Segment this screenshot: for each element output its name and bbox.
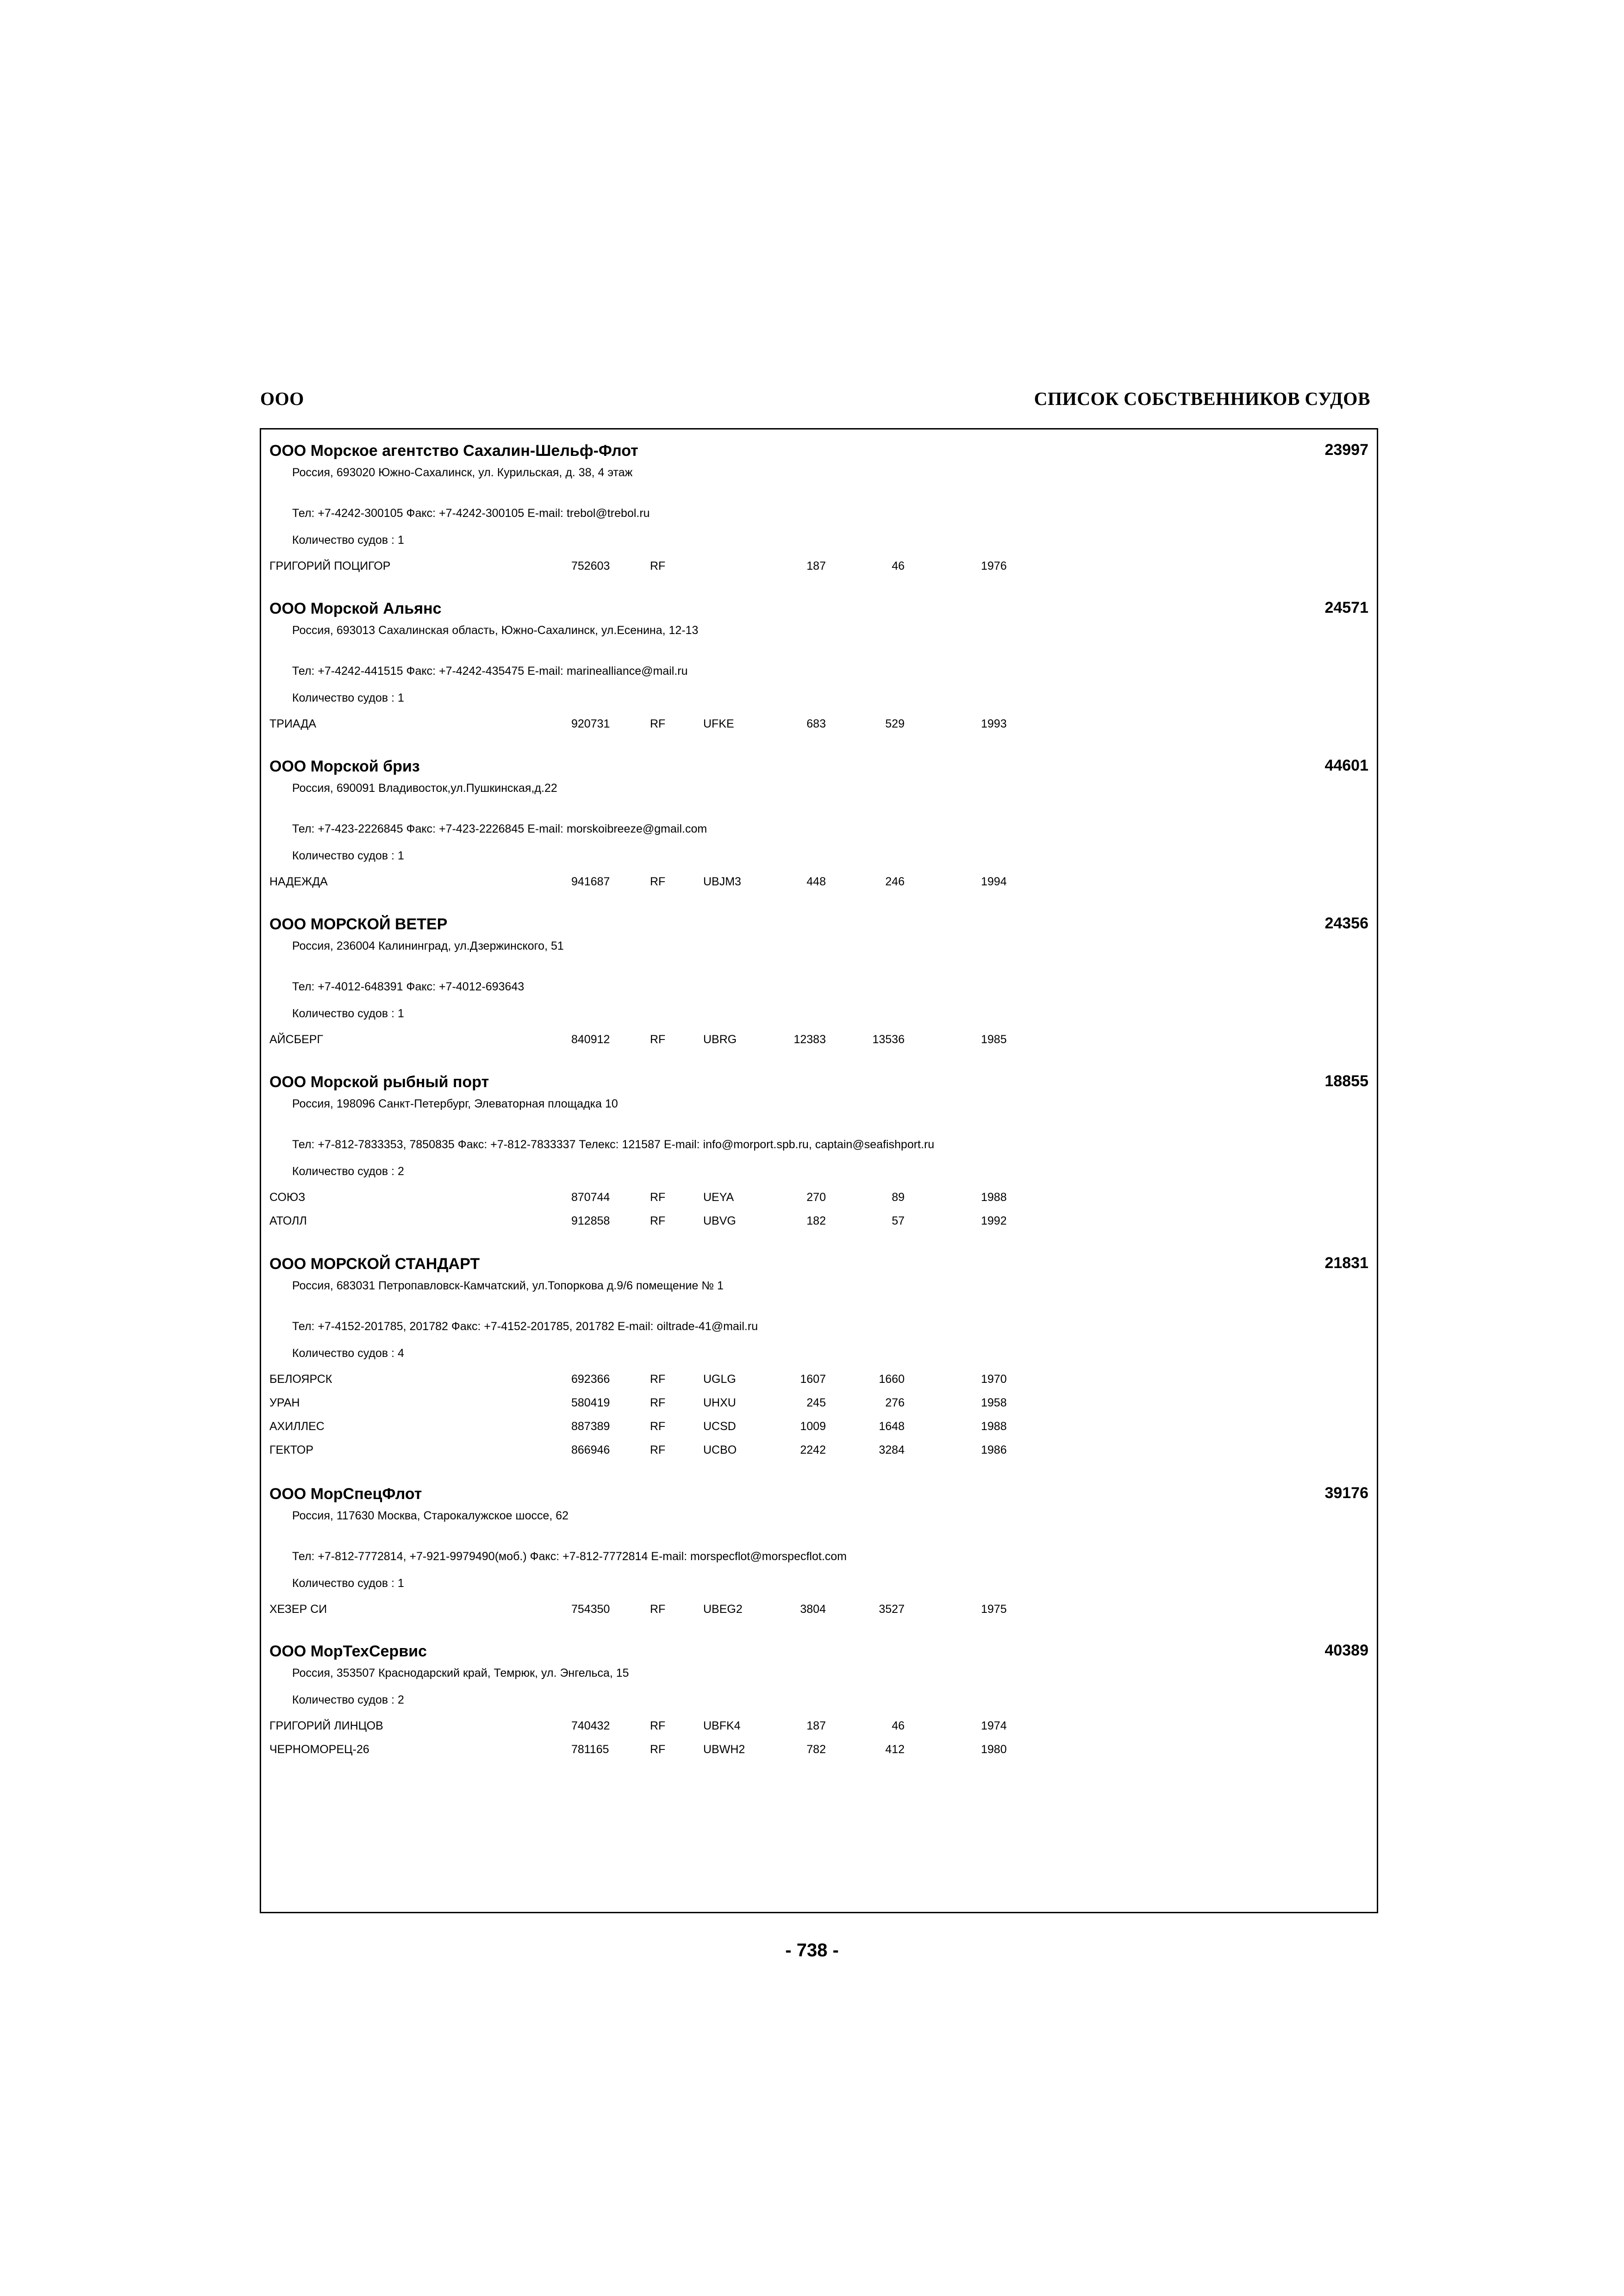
vessel-flag: RF xyxy=(650,1191,666,1204)
company-address: Россия, 693013 Сахалинская область, Южно-Сахалинск, ул.Есенина, 12-13 xyxy=(292,624,699,637)
company-contacts: Тел: +7-812-7833353, 7850835 Факс: +7-812-7833337 Телекс: 121587 E-mail: info@morport.spb.ru, captain@seafishport.ru xyxy=(292,1138,935,1151)
vessel-number: 781165 xyxy=(571,1743,609,1756)
vessel-number: 912858 xyxy=(571,1214,610,1227)
vessel-year: 1958 xyxy=(981,1396,1007,1409)
vessel-name: АХИЛЛЕС xyxy=(269,1420,325,1433)
vessel-deadweight: 3527 xyxy=(879,1603,905,1616)
vessel-callsign: UBJM3 xyxy=(703,875,741,888)
vessel-flag: RF xyxy=(650,1743,666,1756)
vessel-name: ГРИГОРИЙ ПОЦИГОР xyxy=(269,560,391,572)
company-contacts: Тел: +7-4242-441515 Факс: +7-4242-435475 E-mail: marinealliance@mail.ru xyxy=(292,665,688,678)
vessel-number: 866946 xyxy=(571,1444,610,1456)
vessel-tonnage: 245 xyxy=(806,1396,826,1409)
vessel-tonnage: 187 xyxy=(806,1719,826,1732)
vessel-deadweight: 412 xyxy=(885,1743,905,1756)
vessel-callsign: UEYA xyxy=(703,1191,734,1204)
vessel-flag: RF xyxy=(650,1033,666,1046)
company-id: 39176 xyxy=(1324,1484,1368,1502)
running-header-left: ООО xyxy=(260,388,304,409)
company-address: Россия, 236004 Калининград, ул.Дзержинского, 51 xyxy=(292,940,564,952)
vessel-name: АЙСБЕРГ xyxy=(269,1033,323,1046)
vessel-year: 1980 xyxy=(981,1743,1007,1756)
vessel-callsign: UBFK4 xyxy=(703,1719,741,1732)
vessel-count: Количество судов : 4 xyxy=(292,1347,404,1360)
vessel-deadweight: 529 xyxy=(885,717,905,730)
vessel-callsign: UBRG xyxy=(703,1033,737,1046)
vessel-number: 941687 xyxy=(571,875,610,888)
vessel-year: 1970 xyxy=(981,1373,1007,1386)
vessel-name: СОЮЗ xyxy=(269,1191,306,1204)
company-id: 44601 xyxy=(1324,757,1368,774)
company-address: Россия, 693020 Южно-Сахалинск, ул. Курильская, д. 38, 4 этаж xyxy=(292,466,633,479)
vessel-count: Количество судов : 1 xyxy=(292,691,404,704)
vessel-number: 692366 xyxy=(571,1373,610,1386)
vessel-flag: RF xyxy=(650,1719,666,1732)
vessel-number: 870744 xyxy=(571,1191,610,1204)
ship-owners-list xyxy=(260,428,1378,1913)
vessel-flag: RF xyxy=(650,1214,666,1227)
vessel-flag: RF xyxy=(650,1444,666,1456)
vessel-flag: RF xyxy=(650,560,666,572)
vessel-number: 752603 xyxy=(571,560,610,572)
vessel-tonnage: 1607 xyxy=(800,1373,826,1386)
vessel-deadweight: 276 xyxy=(885,1396,905,1409)
company-address: Россия, 683031 Петропавловск-Камчатский, ул.Топоркова д.9/6 помещение № 1 xyxy=(292,1279,724,1292)
vessel-year: 1986 xyxy=(981,1444,1007,1456)
vessel-callsign: UBWH2 xyxy=(703,1743,745,1756)
vessel-name: БЕЛОЯРСК xyxy=(269,1373,332,1386)
vessel-callsign: UBEG2 xyxy=(703,1603,743,1616)
company-contacts: Тел: +7-423-2226845 Факс: +7-423-2226845 E-mail: morskoibreeze@gmail.com xyxy=(292,822,707,835)
vessel-count: Количество судов : 1 xyxy=(292,1577,404,1590)
vessel-name: ЧЕРНОМОРЕЦ-26 xyxy=(269,1743,369,1756)
vessel-year: 1975 xyxy=(981,1603,1007,1616)
company-contacts: Тел: +7-812-7772814, +7-921-9979490(моб.) Факс: +7-812-7772814 E-mail: morspecflot@morspecflot.com xyxy=(292,1550,847,1563)
company-address: Россия, 198096 Санкт-Петербург, Элеваторная площадка 10 xyxy=(292,1097,618,1110)
vessel-tonnage: 3804 xyxy=(800,1603,826,1616)
vessel-number: 887389 xyxy=(571,1420,610,1433)
vessel-number: 580419 xyxy=(571,1396,610,1409)
company-id: 18855 xyxy=(1324,1072,1368,1090)
vessel-tonnage: 12383 xyxy=(793,1033,826,1046)
company-name: ООО Морское агентство Сахалин-Шельф-Флот xyxy=(269,442,638,460)
vessel-tonnage: 270 xyxy=(806,1191,826,1204)
vessel-deadweight: 13536 xyxy=(872,1033,905,1046)
vessel-name: ГЕКТОР xyxy=(269,1444,314,1456)
vessel-flag: RF xyxy=(650,1603,666,1616)
vessel-tonnage: 187 xyxy=(806,560,826,572)
vessel-count: Количество судов : 2 xyxy=(292,1165,404,1178)
company-contacts: Тел: +7-4012-648391 Факс: +7-4012-693643 xyxy=(292,980,525,993)
vessel-tonnage: 683 xyxy=(806,717,826,730)
vessel-name: УРАН xyxy=(269,1396,300,1409)
vessel-year: 1985 xyxy=(981,1033,1007,1046)
company-id: 24356 xyxy=(1324,915,1368,932)
vessel-number: 840912 xyxy=(571,1033,610,1046)
vessel-flag: RF xyxy=(650,1420,666,1433)
vessel-year: 1992 xyxy=(981,1214,1007,1227)
company-address: Россия, 353507 Краснодарский край, Темрюк, ул. Энгельса, 15 xyxy=(292,1667,629,1680)
vessel-deadweight: 246 xyxy=(885,875,905,888)
vessel-year: 1988 xyxy=(981,1191,1007,1204)
vessel-name: НАДЕЖДА xyxy=(269,875,328,888)
vessel-callsign: UCBO xyxy=(703,1444,737,1456)
vessel-name: ГРИГОРИЙ ЛИНЦОВ xyxy=(269,1719,383,1732)
company-name: ООО МорТехСервис xyxy=(269,1643,427,1660)
vessel-number: 754350 xyxy=(571,1603,610,1616)
vessel-year: 1976 xyxy=(981,560,1007,572)
page-number: - 738 - xyxy=(785,1940,839,1960)
company-id: 23997 xyxy=(1324,441,1368,459)
vessel-flag: RF xyxy=(650,717,666,730)
company-contacts: Тел: +7-4152-201785, 201782 Факс: +7-4152-201785, 201782 E-mail: oiltrade-41@mail.ru xyxy=(292,1320,758,1333)
vessel-deadweight: 1660 xyxy=(879,1373,905,1386)
running-header-right: СПИСОК СОБСТВЕННИКОВ СУДОВ xyxy=(1034,388,1370,409)
company-address: Россия, 690091 Владивосток,ул.Пушкинская,д.22 xyxy=(292,782,557,795)
company-id: 40389 xyxy=(1324,1642,1368,1659)
vessel-tonnage: 2242 xyxy=(800,1444,826,1456)
vessel-year: 1994 xyxy=(981,875,1007,888)
vessel-deadweight: 46 xyxy=(892,1719,905,1732)
vessel-tonnage: 448 xyxy=(806,875,826,888)
vessel-number: 920731 xyxy=(571,717,610,730)
company-name: ООО Морской Альянс xyxy=(269,600,442,617)
vessel-count: Количество судов : 1 xyxy=(292,849,404,862)
vessel-count: Количество судов : 1 xyxy=(292,534,404,547)
vessel-tonnage: 182 xyxy=(806,1214,826,1227)
vessel-year: 1993 xyxy=(981,717,1007,730)
company-contacts: Тел: +7-4242-300105 Факс: +7-4242-300105 E-mail: trebol@trebol.ru xyxy=(292,507,650,520)
vessel-deadweight: 46 xyxy=(892,560,905,572)
vessel-callsign: UHXU xyxy=(703,1396,736,1409)
company-id: 21831 xyxy=(1324,1254,1368,1272)
vessel-deadweight: 3284 xyxy=(879,1444,905,1456)
vessel-count: Количество судов : 1 xyxy=(292,1007,404,1020)
vessel-name: ТРИАДА xyxy=(269,717,317,730)
vessel-deadweight: 57 xyxy=(892,1214,905,1227)
vessel-name: ХЕЗЕР СИ xyxy=(269,1603,327,1616)
vessel-year: 1974 xyxy=(981,1719,1007,1732)
vessel-callsign: UFKE xyxy=(703,717,734,730)
vessel-flag: RF xyxy=(650,1396,666,1409)
vessel-count: Количество судов : 2 xyxy=(292,1693,404,1706)
vessel-callsign: UGLG xyxy=(703,1373,736,1386)
company-name: ООО Морской бриз xyxy=(269,758,420,775)
vessel-number: 740432 xyxy=(571,1719,610,1732)
vessel-deadweight: 1648 xyxy=(879,1420,905,1433)
company-name: ООО МорСпецФлот xyxy=(269,1485,422,1503)
company-name: ООО МОРСКОЙ ВЕТЕР xyxy=(269,915,448,933)
company-id: 24571 xyxy=(1324,599,1368,616)
vessel-year: 1988 xyxy=(981,1420,1007,1433)
vessel-tonnage: 1009 xyxy=(800,1420,826,1433)
vessel-deadweight: 89 xyxy=(892,1191,905,1204)
company-name: ООО Морской рыбный порт xyxy=(269,1073,489,1091)
vessel-name: АТОЛЛ xyxy=(269,1214,307,1227)
vessel-flag: RF xyxy=(650,1373,666,1386)
vessel-flag: RF xyxy=(650,875,666,888)
vessel-callsign: UCSD xyxy=(703,1420,736,1433)
company-name: ООО МОРСКОЙ СТАНДАРТ xyxy=(269,1255,480,1273)
vessel-callsign: UBVG xyxy=(703,1214,736,1227)
company-address: Россия, 117630 Москва, Старокалужское шоссе, 62 xyxy=(292,1509,569,1522)
vessel-tonnage: 782 xyxy=(806,1743,826,1756)
